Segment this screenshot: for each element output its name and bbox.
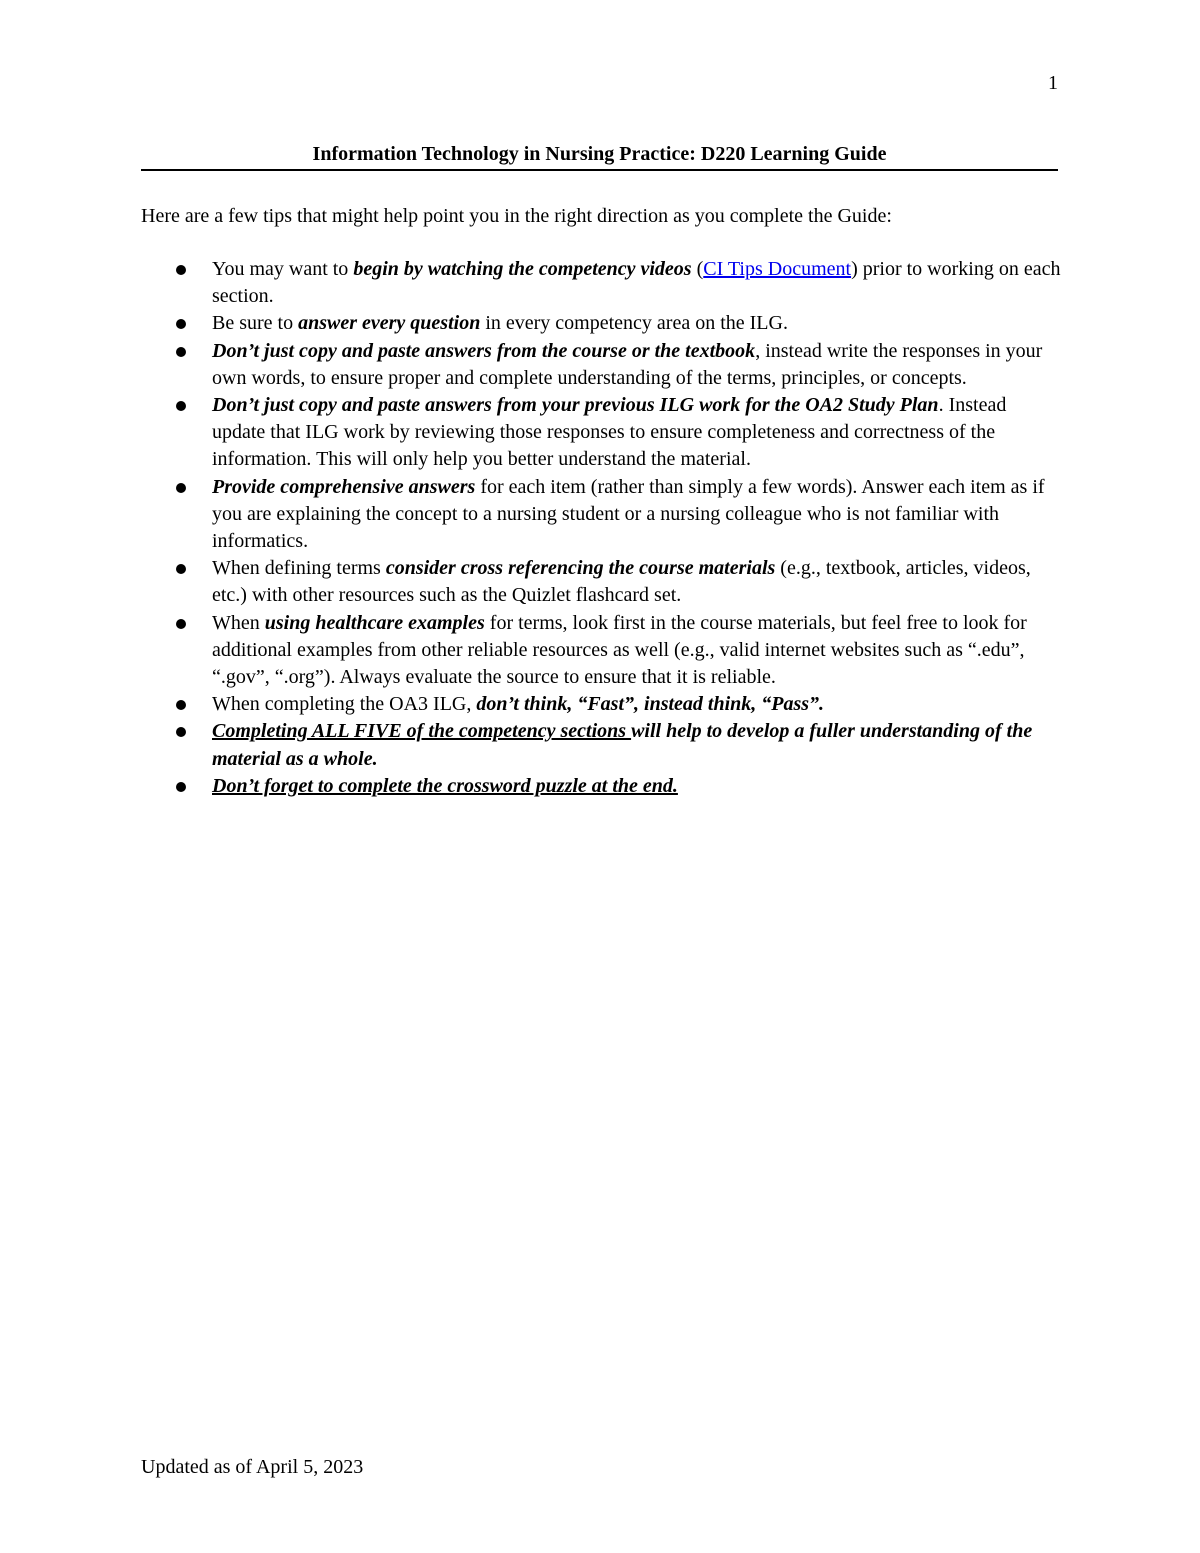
document-title: Information Technology in Nursing Practice: D220 Learning Guide bbox=[141, 143, 1058, 171]
tip-item bbox=[141, 555, 1061, 609]
tip-text: Be sure to bbox=[212, 312, 299, 335]
tip-item bbox=[141, 474, 1061, 556]
tip-emphasis: don’t think, “Fast”, instead think, “Pass”. bbox=[476, 693, 825, 716]
bullet-icon bbox=[176, 619, 186, 629]
tip-item bbox=[141, 610, 1061, 692]
tip-item bbox=[141, 256, 1061, 310]
tip-emphasis: answer every question bbox=[298, 312, 481, 335]
bullet-icon bbox=[176, 727, 186, 737]
tip-emphasis: Provide comprehensive answers bbox=[212, 475, 476, 498]
tip-text: When bbox=[212, 611, 265, 634]
bullet-icon bbox=[176, 700, 186, 710]
bullet-icon bbox=[176, 319, 186, 329]
tip-underlined-emphasis: Completing ALL FIVE of the competency sections bbox=[212, 720, 632, 743]
tip-text: When defining terms bbox=[212, 557, 386, 580]
tips-list bbox=[141, 256, 1061, 800]
tip-item bbox=[141, 691, 1061, 718]
tip-underlined-emphasis: Don’t forget to complete the crossword puzzle at the end. bbox=[212, 774, 678, 797]
bullet-icon bbox=[176, 347, 186, 357]
tip-item bbox=[141, 310, 1061, 337]
tip-text: When completing the OA3 ILG, bbox=[212, 693, 477, 716]
updated-date-footer: Updated as of April 5, 2023 bbox=[141, 1456, 364, 1478]
tip-text: , instead write the responses in your own words, to ensure proper and complete understanding of the terms, principles, or concepts. bbox=[212, 339, 1043, 389]
tip-text: You may want to bbox=[212, 258, 354, 280]
bullet-icon bbox=[176, 401, 186, 411]
page-number: 1 bbox=[1048, 72, 1058, 94]
bullet-icon bbox=[176, 483, 186, 493]
tip-text: (e.g., textbook, articles, videos, etc.) with other resources such as the Quizlet flashcard set. bbox=[212, 557, 1031, 607]
tip-emphasis: begin by watching the competency videos bbox=[353, 258, 692, 280]
tip-item bbox=[141, 773, 1061, 800]
tip-text: in every competency area on the ILG. bbox=[480, 312, 788, 335]
tip-text: ( bbox=[691, 258, 704, 280]
tip-emphasis: will help to develop a fuller understanding of the material as a whole. bbox=[212, 720, 1033, 770]
bullet-icon bbox=[176, 782, 186, 792]
tip-text: for terms, look first in the course materials, but feel free to look for additional examples from other reliable resources as well (e.g., valid internet websites such as “.edu”, “.gov”, “.org”). Always evaluate the source to ensure that it is reliable. bbox=[212, 611, 1027, 689]
intro-paragraph: Here are a few tips that might help point you in the right direction as you complete the Guide: bbox=[141, 205, 892, 227]
tip-emphasis: Don’t just copy and paste answers from your previous ILG work for the OA2 Study Plan bbox=[212, 394, 939, 417]
tip-text: . Instead update that ILG work by reviewing those responses to ensure completeness and correctness of the information. This will only help you better understand the material. bbox=[212, 394, 1007, 471]
tip-emphasis: Don’t just copy and paste answers from the course or the textbook bbox=[212, 339, 756, 362]
tip-text: for each item (rather than simply a few words). Answer each item as if you are explaining the concept to a nursing student or a nursing colleague who is not familiar with informatics. bbox=[212, 475, 1045, 553]
tip-item bbox=[141, 718, 1061, 772]
tip-emphasis: consider cross referencing the course materials bbox=[385, 557, 776, 580]
tip-emphasis: using healthcare examples bbox=[264, 611, 485, 634]
tip-text: ) prior to working on each section. bbox=[212, 258, 1061, 308]
bullet-icon bbox=[176, 265, 186, 275]
tip-item bbox=[141, 338, 1061, 392]
tip-item bbox=[141, 392, 1061, 474]
ci-tips-document-link[interactable]: CI Tips Document bbox=[703, 258, 852, 280]
bullet-icon bbox=[176, 564, 186, 574]
